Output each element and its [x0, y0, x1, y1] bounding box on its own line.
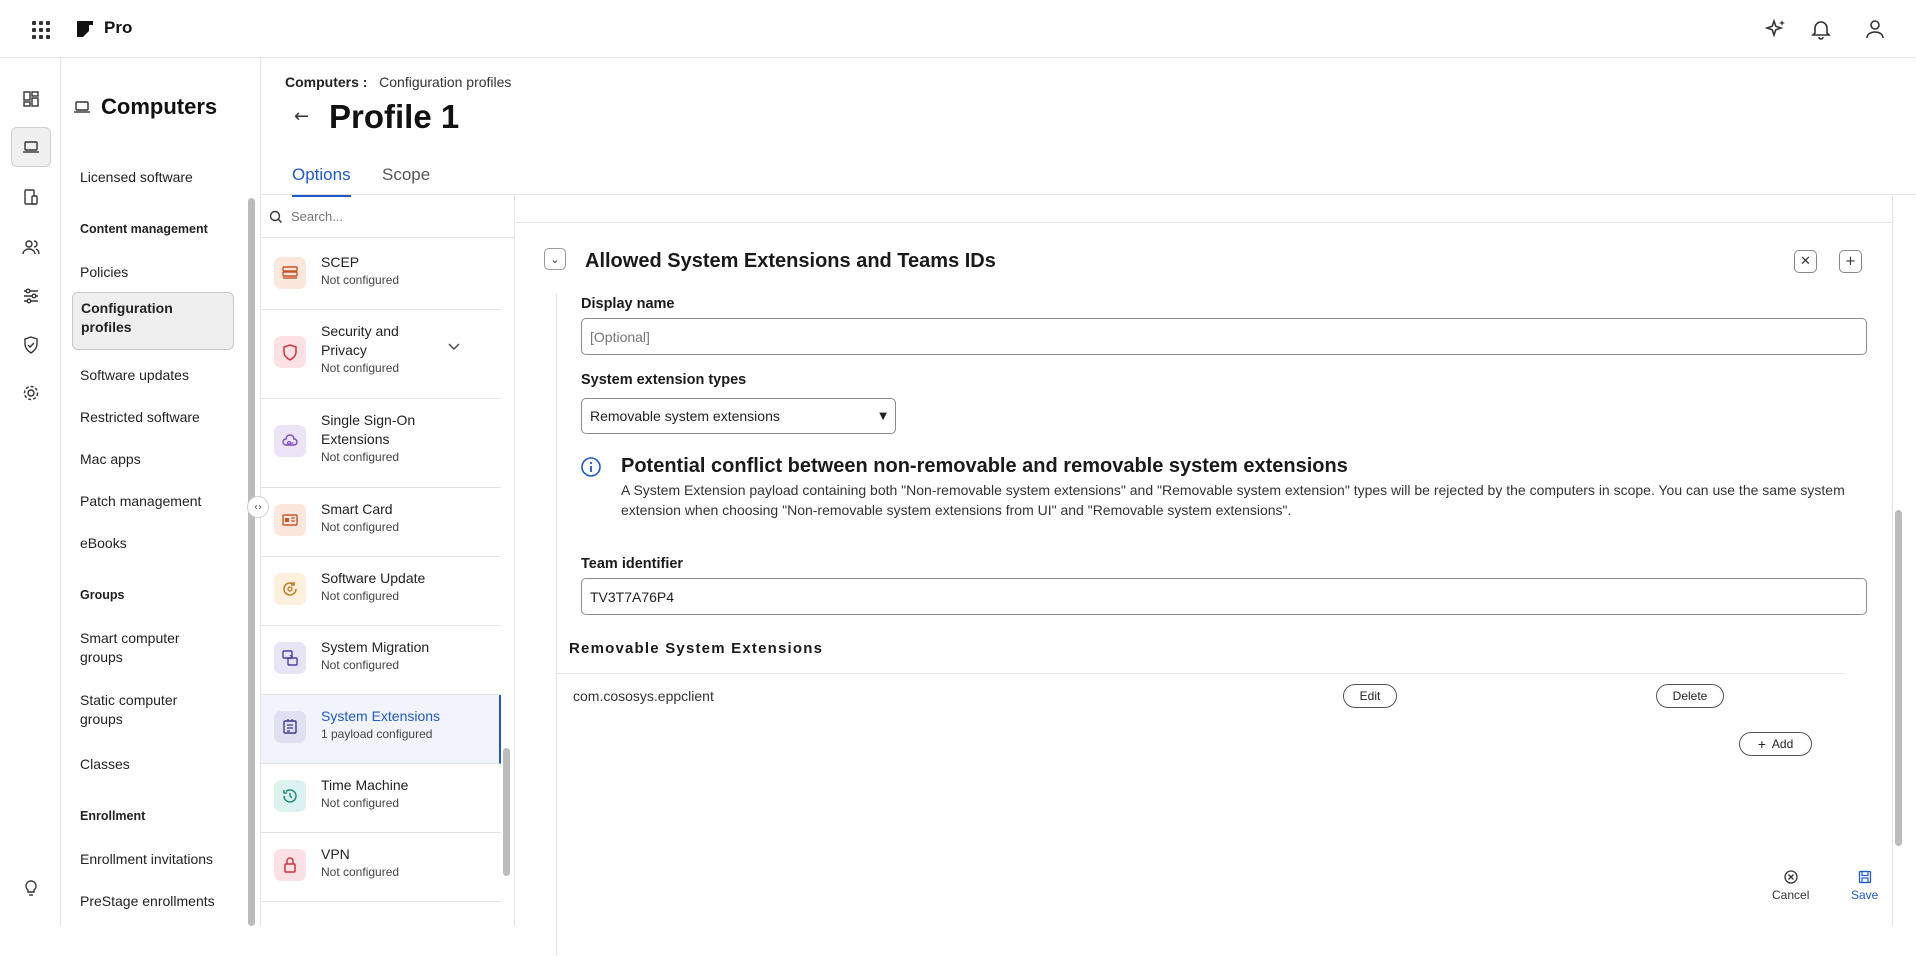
breadcrumb [285, 74, 511, 90]
add-section-button[interactable]: + [1839, 250, 1862, 273]
section-title: Allowed System Extensions and Teams IDs [585, 250, 996, 272]
payload-status: Not configured [321, 520, 400, 534]
payload-name: Security and Privacy [321, 323, 399, 358]
logo-icon [74, 18, 96, 40]
cloud-key-icon [274, 425, 306, 457]
caret-down-icon: ▼ [879, 410, 887, 422]
lightbulb-icon[interactable] [11, 868, 51, 908]
remove-section-button[interactable]: ✕ [1794, 250, 1817, 273]
breadcrumb-separator: : [362, 74, 368, 90]
divider [557, 673, 1845, 674]
nav-item-policies[interactable]: Policies [80, 264, 129, 280]
save-icon [1858, 870, 1872, 884]
nav-section-content-management: Content management [80, 222, 208, 236]
users-icon[interactable] [11, 227, 51, 267]
nav-title: Computers [101, 94, 218, 119]
payload-status: Not configured [321, 273, 400, 287]
team-id-label: Team identifier [581, 556, 684, 572]
icon-rail [0, 58, 61, 926]
lock-icon [274, 849, 306, 881]
search-input[interactable] [291, 209, 491, 224]
payload-status: 1 payload configured [321, 727, 433, 741]
delete-button[interactable]: Delete [1656, 684, 1724, 708]
payload-list [261, 196, 515, 926]
payload-item[interactable] [261, 488, 501, 557]
payload-name: VPN [321, 846, 350, 862]
user-icon[interactable] [1863, 17, 1887, 41]
payload-status: Not configured [321, 589, 400, 603]
ext-types-value: Removable system extensions [590, 408, 780, 424]
cancel-icon [1784, 870, 1798, 884]
sparkle-icon[interactable] [1764, 17, 1788, 41]
divider [556, 294, 557, 956]
back-arrow-icon[interactable]: ← [294, 106, 310, 127]
add-button[interactable] [1739, 732, 1812, 756]
nav-item-mac-apps[interactable]: Mac apps [80, 451, 141, 467]
payload-name: System Migration [321, 639, 430, 655]
divider [1892, 196, 1893, 926]
chevron-down-icon[interactable] [448, 340, 460, 354]
tab-scope[interactable]: Scope [382, 165, 431, 184]
payload-item[interactable] [261, 833, 501, 902]
gear-icon[interactable] [11, 373, 51, 413]
cancel-button[interactable] [1772, 870, 1809, 902]
payload-search [261, 196, 515, 238]
ext-types-select[interactable] [581, 398, 896, 434]
app-title: Pro [104, 18, 133, 37]
smart-card-icon [274, 504, 306, 536]
nav-item-configuration-profiles[interactable]: Configuration profiles [72, 292, 234, 350]
nav-header [73, 94, 217, 120]
bell-icon[interactable] [1809, 17, 1833, 41]
tab-options[interactable]: Options [292, 165, 351, 197]
payload-editor [516, 196, 1894, 926]
content-scrollbar[interactable] [1895, 510, 1902, 846]
nav-item-prestage-enrollments[interactable]: PreStage enrollments [80, 893, 215, 909]
nav-item-patch-management[interactable]: Patch management [80, 493, 202, 509]
nav-item-ebooks[interactable]: eBooks [80, 535, 127, 551]
tab-bar [261, 155, 1916, 195]
scep-icon [274, 257, 306, 289]
payload-status: Not configured [321, 865, 400, 879]
edit-button[interactable]: Edit [1343, 684, 1397, 708]
payload-name: System Extensions [321, 708, 441, 724]
page-title: Profile 1 [329, 98, 460, 135]
save-button[interactable] [1851, 870, 1878, 902]
payload-status: Not configured [321, 658, 400, 672]
plus-icon: + [1757, 736, 1766, 752]
payload-status: Not configured [321, 361, 400, 375]
dashboard-icon[interactable] [11, 79, 51, 119]
nav-item-restricted-software[interactable]: Restricted software [80, 409, 200, 425]
section-nav [61, 58, 245, 926]
nav-section-enrollment: Enrollment [80, 809, 146, 823]
shield-check-icon[interactable] [11, 325, 51, 365]
laptop-icon [73, 98, 91, 116]
team-id-field[interactable] [581, 578, 1867, 615]
migration-icon [274, 642, 306, 674]
info-title: Potential conflict between non-removable and removable system extensions [621, 455, 1348, 477]
payload-item[interactable] [261, 626, 501, 695]
system-extensions-icon [274, 711, 306, 743]
time-machine-icon [274, 780, 306, 812]
nav-scrollbar[interactable] [248, 198, 255, 926]
breadcrumb-parent[interactable]: Computers [285, 74, 359, 90]
list-title: Removable System Extensions [569, 640, 824, 657]
payload-item[interactable] [261, 241, 501, 310]
divider [516, 222, 1894, 223]
payload-item[interactable] [261, 557, 501, 626]
ext-types-label: System extension types [581, 372, 747, 388]
payload-status: Not configured [321, 796, 400, 810]
nav-item-software-updates[interactable]: Software updates [80, 367, 189, 383]
top-bar [0, 0, 1916, 58]
nav-item-smart-computer-groups[interactable]: Smart computer groups [80, 630, 180, 665]
cancel-label: Cancel [1772, 888, 1810, 902]
collapse-section-button[interactable]: ⌄ [544, 248, 566, 270]
payload-name: Smart Card [321, 501, 393, 517]
payload-name: Time Machine [321, 777, 409, 793]
info-icon [580, 456, 602, 478]
settings-sliders-icon[interactable] [11, 276, 51, 316]
software-update-icon [274, 573, 306, 605]
payload-scrollbar[interactable] [503, 748, 510, 876]
nav-item-classes[interactable]: Classes [80, 756, 130, 772]
search-icon [269, 210, 283, 224]
save-label: Save [1851, 888, 1879, 902]
app-grid-icon[interactable] [30, 19, 52, 41]
payload-item[interactable] [261, 310, 501, 399]
payload-item[interactable] [261, 399, 501, 488]
payload-name: Single Sign-On Extensions [321, 412, 416, 447]
payload-name: SCEP [321, 254, 360, 270]
payload-item[interactable] [261, 764, 501, 833]
payload-name: Software Update [321, 570, 426, 586]
shield-icon [274, 336, 306, 368]
payload-status: Not configured [321, 450, 400, 464]
add-label: Add [1771, 737, 1794, 751]
info-text: A System Extension payload containing both "Non-removable system extensions" and "Removable system extension" types will be rejected by the computers in scope. You can use the same system extension when choosing "Non-removable system extensions from UI" and "Removable system extensions". [621, 482, 1845, 518]
nav-section-groups: Groups [80, 588, 125, 602]
nav-item-enrollment-invitations[interactable]: Enrollment invitations [80, 851, 214, 867]
collapse-nav-button[interactable]: ‹› [247, 496, 269, 518]
nav-item-licensed-software[interactable]: Licensed software [80, 169, 193, 185]
devices-icon[interactable] [11, 177, 51, 217]
extension-row-name: com.cososys.eppclient [573, 688, 714, 704]
breadcrumb-current: Configuration profiles [379, 74, 512, 90]
payload-item-active[interactable] [261, 695, 501, 764]
computers-icon[interactable] [11, 127, 51, 167]
nav-item-static-computer-groups[interactable]: Static computer groups [80, 692, 178, 727]
display-name-label: Display name [581, 296, 675, 312]
display-name-field[interactable] [581, 318, 1867, 355]
